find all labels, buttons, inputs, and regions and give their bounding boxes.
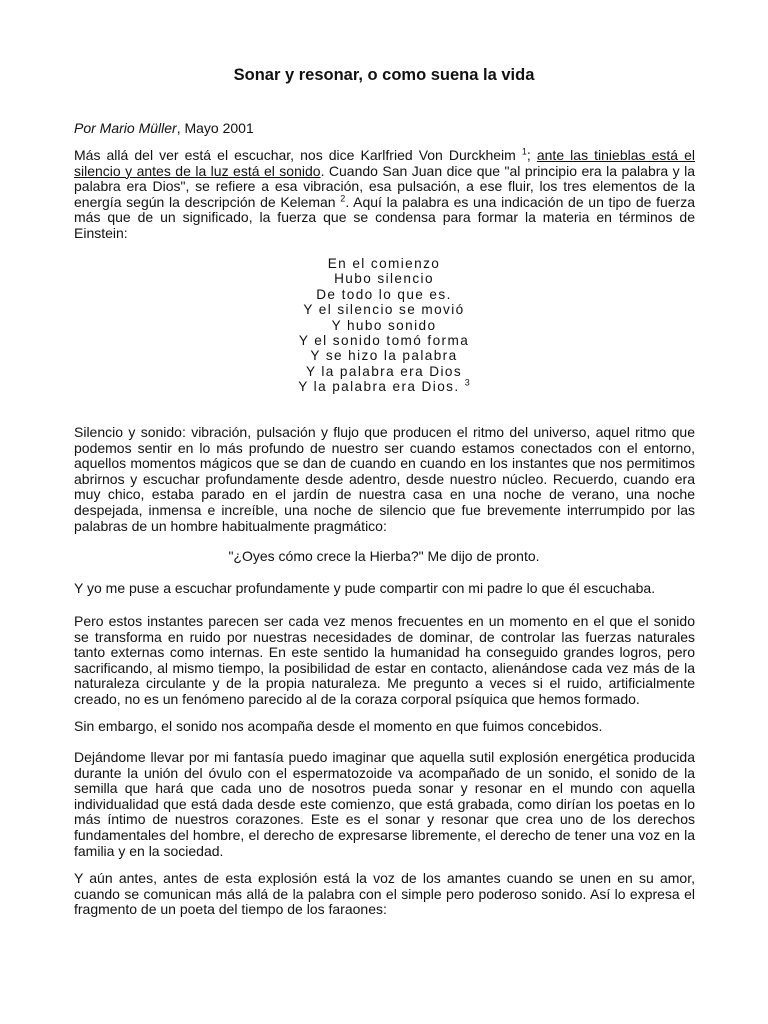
poem-line: Y el silencio se movió	[303, 302, 465, 318]
paragraph-3: Y yo me puse a escuchar profundamente y pude compartir con mi padre lo que él escuchaba.	[74, 580, 656, 596]
document-title: Sonar y resonar, o como suena la vida	[233, 66, 535, 84]
p1-text-c: . Cuando San Juan dice que "al principio era la palabra y la palabra era Dios", se refiere a esa vibración, esa pulsación, a ese fluir, los tres elementos de la energía según la descripción de Keleman	[74, 162, 695, 210]
poem-line: Y el sonido tomó forma	[298, 333, 470, 349]
poem-line: Y hubo sonido	[331, 317, 437, 333]
paragraph-5: Sin embargo, el sonido nos acompaña desde el momento en que fuimos concebidos.	[74, 718, 603, 734]
underlined-phrase: ante las tinieblas está el silencio y antes de la luz está el sonido	[74, 147, 695, 179]
poem-line: De todo lo que es.	[316, 286, 452, 302]
poem-line: Y se hizo la palabra	[310, 348, 458, 364]
p1-text-d: . Aquí la palabra es una indicación de un tipo de fuerza más que de un significado, la fuerza que se condensa para formar la materia en términos de Einstein:	[74, 193, 695, 241]
quote: "¿Oyes cómo crece la Hierba?" Me dijo de pronto.	[228, 548, 540, 564]
poem-last-text: Y la palabra era Dios.	[298, 379, 460, 395]
paragraph-6: Dejándome llevar por mi fantasía puedo imaginar que aquella sutil explosión energética producida durante la unión del óvulo con el espermatozoide va acompañado de un sonido, el sonido de la semilla que hará que cada uno de nosotros pueda sonar y resonar en el mundo con aquella individualidad que está dada desde este comienzo, que está grabada, como dirían los poetas en lo más íntimo de nuestros corazones. Este es el sonar y resonar que crea uno de los derechos fundamentales del hombre, el derecho de expresarse libremente, el derecho de tener una voz en la familia y en la sociedad.	[74, 749, 695, 859]
paragraph-2: Silencio y sonido: vibración, pulsación y flujo que producen el ritmo del universo, aquel ritmo que podemos sentir en lo más profundo de nuestro ser cuando estamos conectados con el entorno, aquellos momentos mágicos que se dan de cuando en cuando en los instantes que nos permitimos abrirnos y escuchar profundamente desde adentro, desde nuestro núcleo. Recuerdo, cuando era muy chico, estaba parado en el jardín de nuestra casa en una noche de verano, una noche despejada, inmensa e increíble, una noche de silencio que fue brevemente interrumpido por las palabras de un hombre habitualmente pragmático:	[74, 424, 695, 534]
footnote-ref-3: 3	[464, 377, 470, 388]
poem	[0, 256, 768, 395]
footnote-ref-1: 1	[521, 146, 527, 157]
p1-text-b: ;	[526, 147, 537, 163]
paragraph-7: Y aún antes, antes de esta explosión está la voz de los amantes cuando se unen en su amor, cuando se comunican más allá de la palabra con el simple pero poderoso sonido. Así lo expresa el fragmento de un poeta del tiempo de los faraones:	[74, 870, 695, 918]
poem-line: Hubo silencio	[334, 271, 434, 287]
p1-text-a: Más allá del ver está el escuchar, nos dice Karlfried Von Durckheim	[74, 147, 522, 163]
poem-line: Y la palabra era Dios	[305, 363, 463, 379]
paragraph-1	[74, 148, 695, 242]
footnote-ref-2: 2	[340, 193, 346, 204]
paragraph-4: Pero estos instantes parecen ser cada vez menos frecuentes en un momento en el que el sonido se transforma en ruido por nuestras necesidades de dominar, de controlar las fuerzas naturales tanto externas como internas. En este sentido la humanidad ha conseguido grandes logros, pero sacrificando, al mismo tiempo, la posibilidad de estar en contacto, alienándose cada vez más de la naturaleza circulante y de la propia naturaleza. Me pregunto a veces si el ruido, artificialmente creado, no es un fenómeno parecido al de la coraza corporal psíquica que hemos formado.	[74, 613, 695, 707]
byline	[74, 120, 254, 136]
date: , Mayo 2001	[176, 120, 254, 136]
poem-line: En el comienzo	[327, 256, 441, 271]
poem-line-last	[0, 379, 768, 394]
author: Por Mario Müller	[74, 120, 177, 136]
